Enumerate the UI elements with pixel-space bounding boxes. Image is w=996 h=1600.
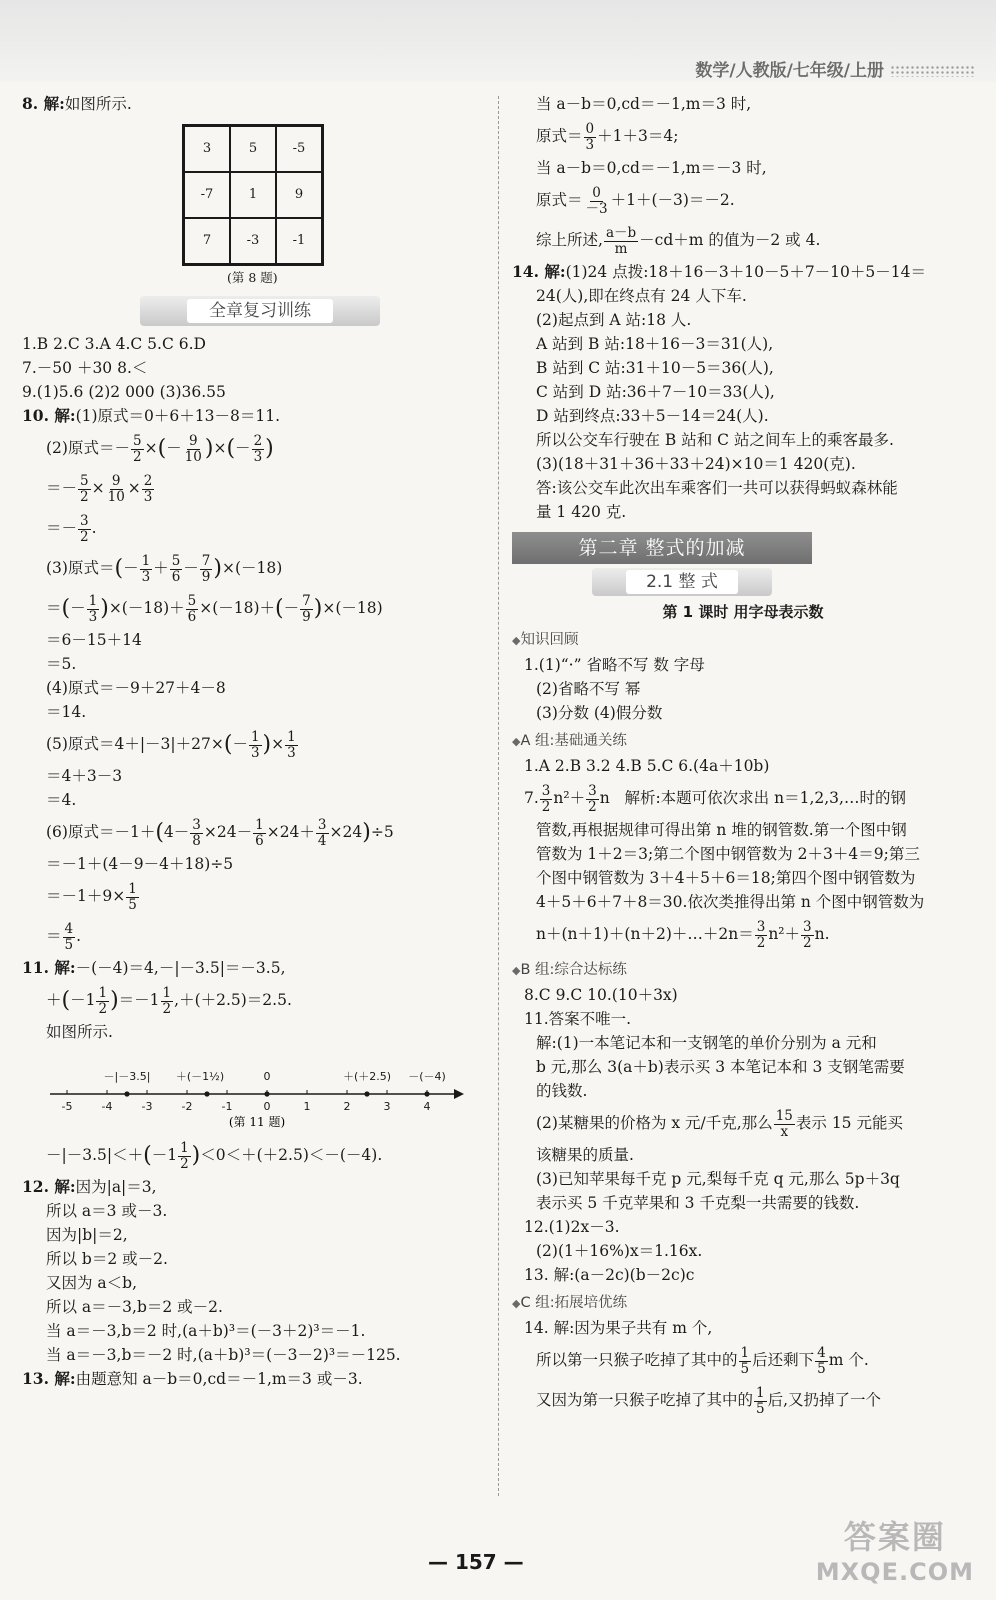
column-divider (498, 96, 499, 1496)
q14-line: 量 1 420 克. (536, 503, 627, 521)
q11-figure-note: 如图所示. (46, 1023, 113, 1041)
q12-line: 当 a＝－3,b＝2 时,(a＋b)³＝(－3＋2)³＝－1. (46, 1322, 366, 1340)
q12-line: 所以 a＝－3,b＝2 或－2. (46, 1298, 223, 1316)
q14-line: B 站到 C 站:31＋10－5＝36(人), (536, 359, 774, 377)
page-number: — 157 — (428, 1550, 524, 1574)
grid-cell: 5 (230, 126, 276, 172)
diamond-icon: ◆ (512, 735, 521, 748)
q14-line: (3)(18＋31＋36＋33＋24)×10＝1 420(克). (536, 455, 856, 473)
b11: 11.答案不唯一. (524, 1010, 632, 1028)
b11-line: (3)已知苹果每千克 p 元,梨每千克 q 元,那么 5p＋3q (536, 1170, 900, 1188)
group-b: ◆B 组:综合达标练 (512, 962, 627, 978)
q14-line: A 站到 B 站:18＋16－3＝31(人), (536, 335, 774, 353)
number-line (42, 1050, 472, 1128)
page-header (695, 56, 974, 81)
chapter-banner: 第二章 整式的加减 (512, 532, 812, 564)
group-a-answers: 1.A 2.B 3.2 4.B 5.C 6.(4a＋10b) (524, 757, 770, 775)
q13-case2-calc: 原式＝ $\frac{0}{-3}$ ＋1＋(－3)＝－2. (536, 184, 735, 217)
review-line: (2)省略不写 幂 (536, 680, 641, 698)
a7-result: n＋(n＋1)＋(n＋2)＋…＋2n＝ $\frac{3}{2}$ n²＋ $\frac{3}{2}$ n. (536, 918, 830, 951)
numline-label-d: ＋(＋2.5) (342, 1070, 392, 1083)
q10-3-step: ＝(－ $\frac{1}{3}$ )×(－18)＋ $\frac{5}{6}$ ×(－18)＋(－ $\frac{7}{9}$ )×(－18) (46, 592, 383, 625)
diamond-icon: ◆ (512, 1297, 521, 1310)
q12-line: 又因为 a＜b, (46, 1274, 138, 1292)
b12: 12.(1)2x－3. (524, 1218, 620, 1236)
c14-line1: 所以第一只猴子吃掉了其中的 $\frac{1}{5}$ 后还剩下 $\frac{4}{5}$ m 个. (536, 1344, 869, 1377)
section-banner: 2.1 整 式 (592, 568, 772, 596)
a7: 7. $\frac{3}{2}$ n²＋ $\frac{3}{2}$ n 解析:本题可依次求出 n＝1,2,3,…时的钢 (524, 782, 906, 815)
answers-7-8: 7.－50 ＋30 8.＜ (22, 359, 148, 377)
b12-line: (2)(1＋16%)x＝1.16x. (536, 1242, 703, 1260)
q10-6-step: ＝－1＋(4－9－4＋18)÷5 (46, 855, 234, 873)
b11-2: (2)某糖果的价格为 x 元/千克,那么 $\frac{15}{x}$ 表示 15 元能买 (536, 1107, 903, 1140)
answer-9: 9.(1)5.6 (2)2 000 (3)36.55 (22, 383, 226, 401)
b11-line: b 元,那么 3(a＋b)表示买 3 本笔记本和 3 支钢笔需要 (536, 1058, 905, 1076)
grid-cell: -1 (276, 218, 322, 264)
svg-text:4: 4 (423, 1100, 431, 1113)
svg-text:0: 0 (263, 1100, 271, 1113)
a7-line: 管数为 1＋2＝3;第二个图中钢管数为 2＋3＋4＝9;第三 (536, 845, 920, 863)
a7-line: 管数,再根据规律可得出第 n 堆的钢管数.第一个图中钢 (536, 821, 907, 839)
q14: 14. 解:(1)24 点拨:18＋16－3＋10－5＋7－10＋5－14＝ (512, 262, 926, 281)
q10-5-step: ＝4＋3－3 (46, 767, 123, 785)
b11-line: 表示买 5 千克苹果和 3 千克梨一共需要的钱数. (536, 1194, 860, 1212)
left-column (22, 92, 482, 1391)
a7-line: 个图中钢管数为 3＋4＋5＋6＝18;第四个图中钢管数为 (536, 869, 916, 887)
svg-text:-3: -3 (141, 1100, 153, 1113)
grid-cell: -3 (230, 218, 276, 264)
grid-cell: 3 (184, 126, 230, 172)
svg-text:-5: -5 (61, 1100, 73, 1113)
q10-6-result: ＝ $\frac{4}{5}$ . (46, 920, 82, 953)
group-a: ◆A 组:基础通关练 (512, 733, 627, 749)
group-review: ◆知识回顾 (512, 632, 579, 648)
grid-caption: (第 8 题) (227, 270, 278, 285)
a7-line: 4＋5＋6＋7＋8＝30.依次类推得出第 n 个图中钢管数为 (536, 893, 925, 911)
group-c: ◆C 组:拓展培优练 (512, 1295, 628, 1311)
numline-caption: (第 11 题) (228, 1115, 286, 1128)
grid-cell: 1 (230, 172, 276, 218)
q10-1: 10. 解:(1)原式＝0＋6＋13－8＝11. (22, 406, 281, 425)
svg-text:2: 2 (343, 1100, 351, 1113)
svg-text:1: 1 (303, 1100, 311, 1113)
q13-case1-calc: 原式＝ $\frac{0}{3}$ ＋1＋3＝4; (536, 120, 679, 153)
q14-line: C 站到 D 站:36＋7－10＝33(人), (536, 383, 775, 401)
numline-label-a: －|－3.5| (103, 1070, 151, 1083)
q12-line: 所以 a＝3 或－3. (46, 1202, 168, 1220)
numline-label-b: ＋(－1½) (175, 1070, 225, 1083)
numline-label-e: －(－4) (408, 1070, 446, 1083)
header-dots (890, 65, 974, 77)
q14-line: 所以公交车行驶在 B 站和 C 站之间车上的乘客最多. (536, 431, 894, 449)
numline-label-c: 0 (263, 1070, 271, 1083)
right-column (512, 92, 974, 1420)
b11-line: 的钱数. (536, 1082, 588, 1100)
grid-cell: -7 (184, 172, 230, 218)
group-b-answers: 8.C 9.C 10.(10＋3x) (524, 986, 678, 1004)
diamond-icon: ◆ (512, 634, 521, 647)
watermark-logo: 答案圈 MXQE.COM (815, 1518, 974, 1586)
q10-4: (4)原式＝－9＋27＋4－8 (46, 679, 226, 697)
q13-case1: 当 a－b＝0,cd＝－1,m＝3 时, (536, 95, 752, 113)
b13: 13. 解:(a－2c)(b－2c)c (524, 1266, 695, 1284)
review-line: (3)分数 (4)假分数 (536, 704, 663, 722)
q13-conclusion: 综上所述, $\frac{a-b}{m}$ －cd＋m 的值为－2 或 4. (536, 224, 821, 257)
q12: 12. 解:因为|a|＝3, (22, 1177, 157, 1196)
q12-line: 所以 b＝2 或－2. (46, 1250, 168, 1268)
q10-6: (6)原式＝－1＋(4－ $\frac{3}{8}$ ×24－ $\frac{1}{6}$ ×24＋ $\frac{3}{4}$ ×24)÷5 (46, 816, 394, 849)
grid-cell: 7 (184, 218, 230, 264)
q14-line: D 站到终点:33＋5－14＝24(人). (536, 407, 769, 425)
q11-mixed: ＋(－1 $\frac{1}{2}$ )＝－1 $\frac{1}{2}$ ,＋(＋2.5)＝2.5. (46, 984, 292, 1017)
q14-line: 24(人),即在终点有 24 人下车. (536, 287, 747, 305)
b11-line: 解:(1)一本笔记本和一支钢笔的单价分别为 a 元和 (536, 1034, 877, 1052)
q13: 13. 解:由题意知 a－b＝0,cd＝－1,m＝3 或－3. (22, 1369, 363, 1388)
c14-line2: 又因为第一只猴子吃掉了其中的 $\frac{1}{5}$ 后,又扔掉了一个 (536, 1384, 882, 1417)
grid-cell: -5 (276, 126, 322, 172)
review-line: 1.(1)“·” 省略不写 数 字母 (524, 656, 705, 674)
svg-text:-1: -1 (221, 1100, 233, 1113)
q11-order: －|－3.5|＜＋(－1 $\frac{1}{2}$ )＜0＜＋(＋2.5)＜－(－4). (46, 1139, 383, 1172)
q10-2-step: ＝－ $\frac{5}{2}$ × $\frac{9}{10}$ × $\frac{2}{3}$ (46, 472, 153, 505)
q10-4-result: ＝14. (46, 703, 87, 721)
b11-line: 该糖果的质量. (536, 1146, 634, 1164)
c14: 14. 解:因为果子共有 m 个, (524, 1319, 713, 1337)
q8: 8. 解:如图所示. (22, 94, 132, 113)
q10-6-step2: ＝－1＋9× $\frac{1}{5}$ (46, 880, 137, 913)
lesson-title: 第 1 课时 用字母表示数 (662, 603, 824, 621)
q11: 11. 解:－(－4)＝4,－|－3.5|＝－3.5, (22, 958, 286, 977)
q14-line: (2)起点到 A 站:18 人. (536, 311, 692, 329)
q13-case2: 当 a－b＝0,cd＝－1,m＝－3 时, (536, 159, 767, 177)
q10-3: (3)原式＝(－ $\frac{1}{3}$ ＋ $\frac{5}{6}$ － $\frac{7}{9}$ )×(－18) (46, 552, 283, 585)
diamond-icon: ◆ (512, 964, 521, 977)
q10-5: (5)原式＝4＋|－3|＋27×(－ $\frac{1}{3}$ )× $\frac{1}{3}$ (46, 728, 296, 761)
q12-line: 当 a＝－3,b＝－2 时,(a＋b)³＝(－3－2)³＝－125. (46, 1346, 401, 1364)
q14-line: 答:该公交车此次出车乘客们一共可以获得蚂蚁森林能 (536, 479, 898, 497)
q12-line: 因为|b|＝2, (46, 1226, 128, 1244)
q10-3-result: ＝5. (46, 655, 77, 673)
q10-5-result: ＝4. (46, 791, 77, 809)
q10-2: (2)原式＝－ $\frac{5}{2}$ ×(－ $\frac{9}{10}$ )×(－ $\frac{2}{3}$ ) (46, 432, 274, 465)
svg-text:3: 3 (383, 1100, 391, 1113)
magic-square-grid (182, 124, 324, 266)
grid-cell: 9 (276, 172, 322, 218)
q10-3-step2: ＝6－15＋14 (46, 631, 142, 649)
svg-text:-2: -2 (181, 1100, 193, 1113)
review-banner: 全章复习训练 (140, 296, 380, 326)
svg-text:-4: -4 (101, 1100, 113, 1113)
header-title: 数学/人教版/七年级/上册 (695, 61, 884, 81)
answers-1-6: 1.B 2.C 3.A 4.C 5.C 6.D (22, 335, 206, 353)
q10-2-result: ＝－ $\frac{3}{2}$ . (46, 512, 97, 545)
